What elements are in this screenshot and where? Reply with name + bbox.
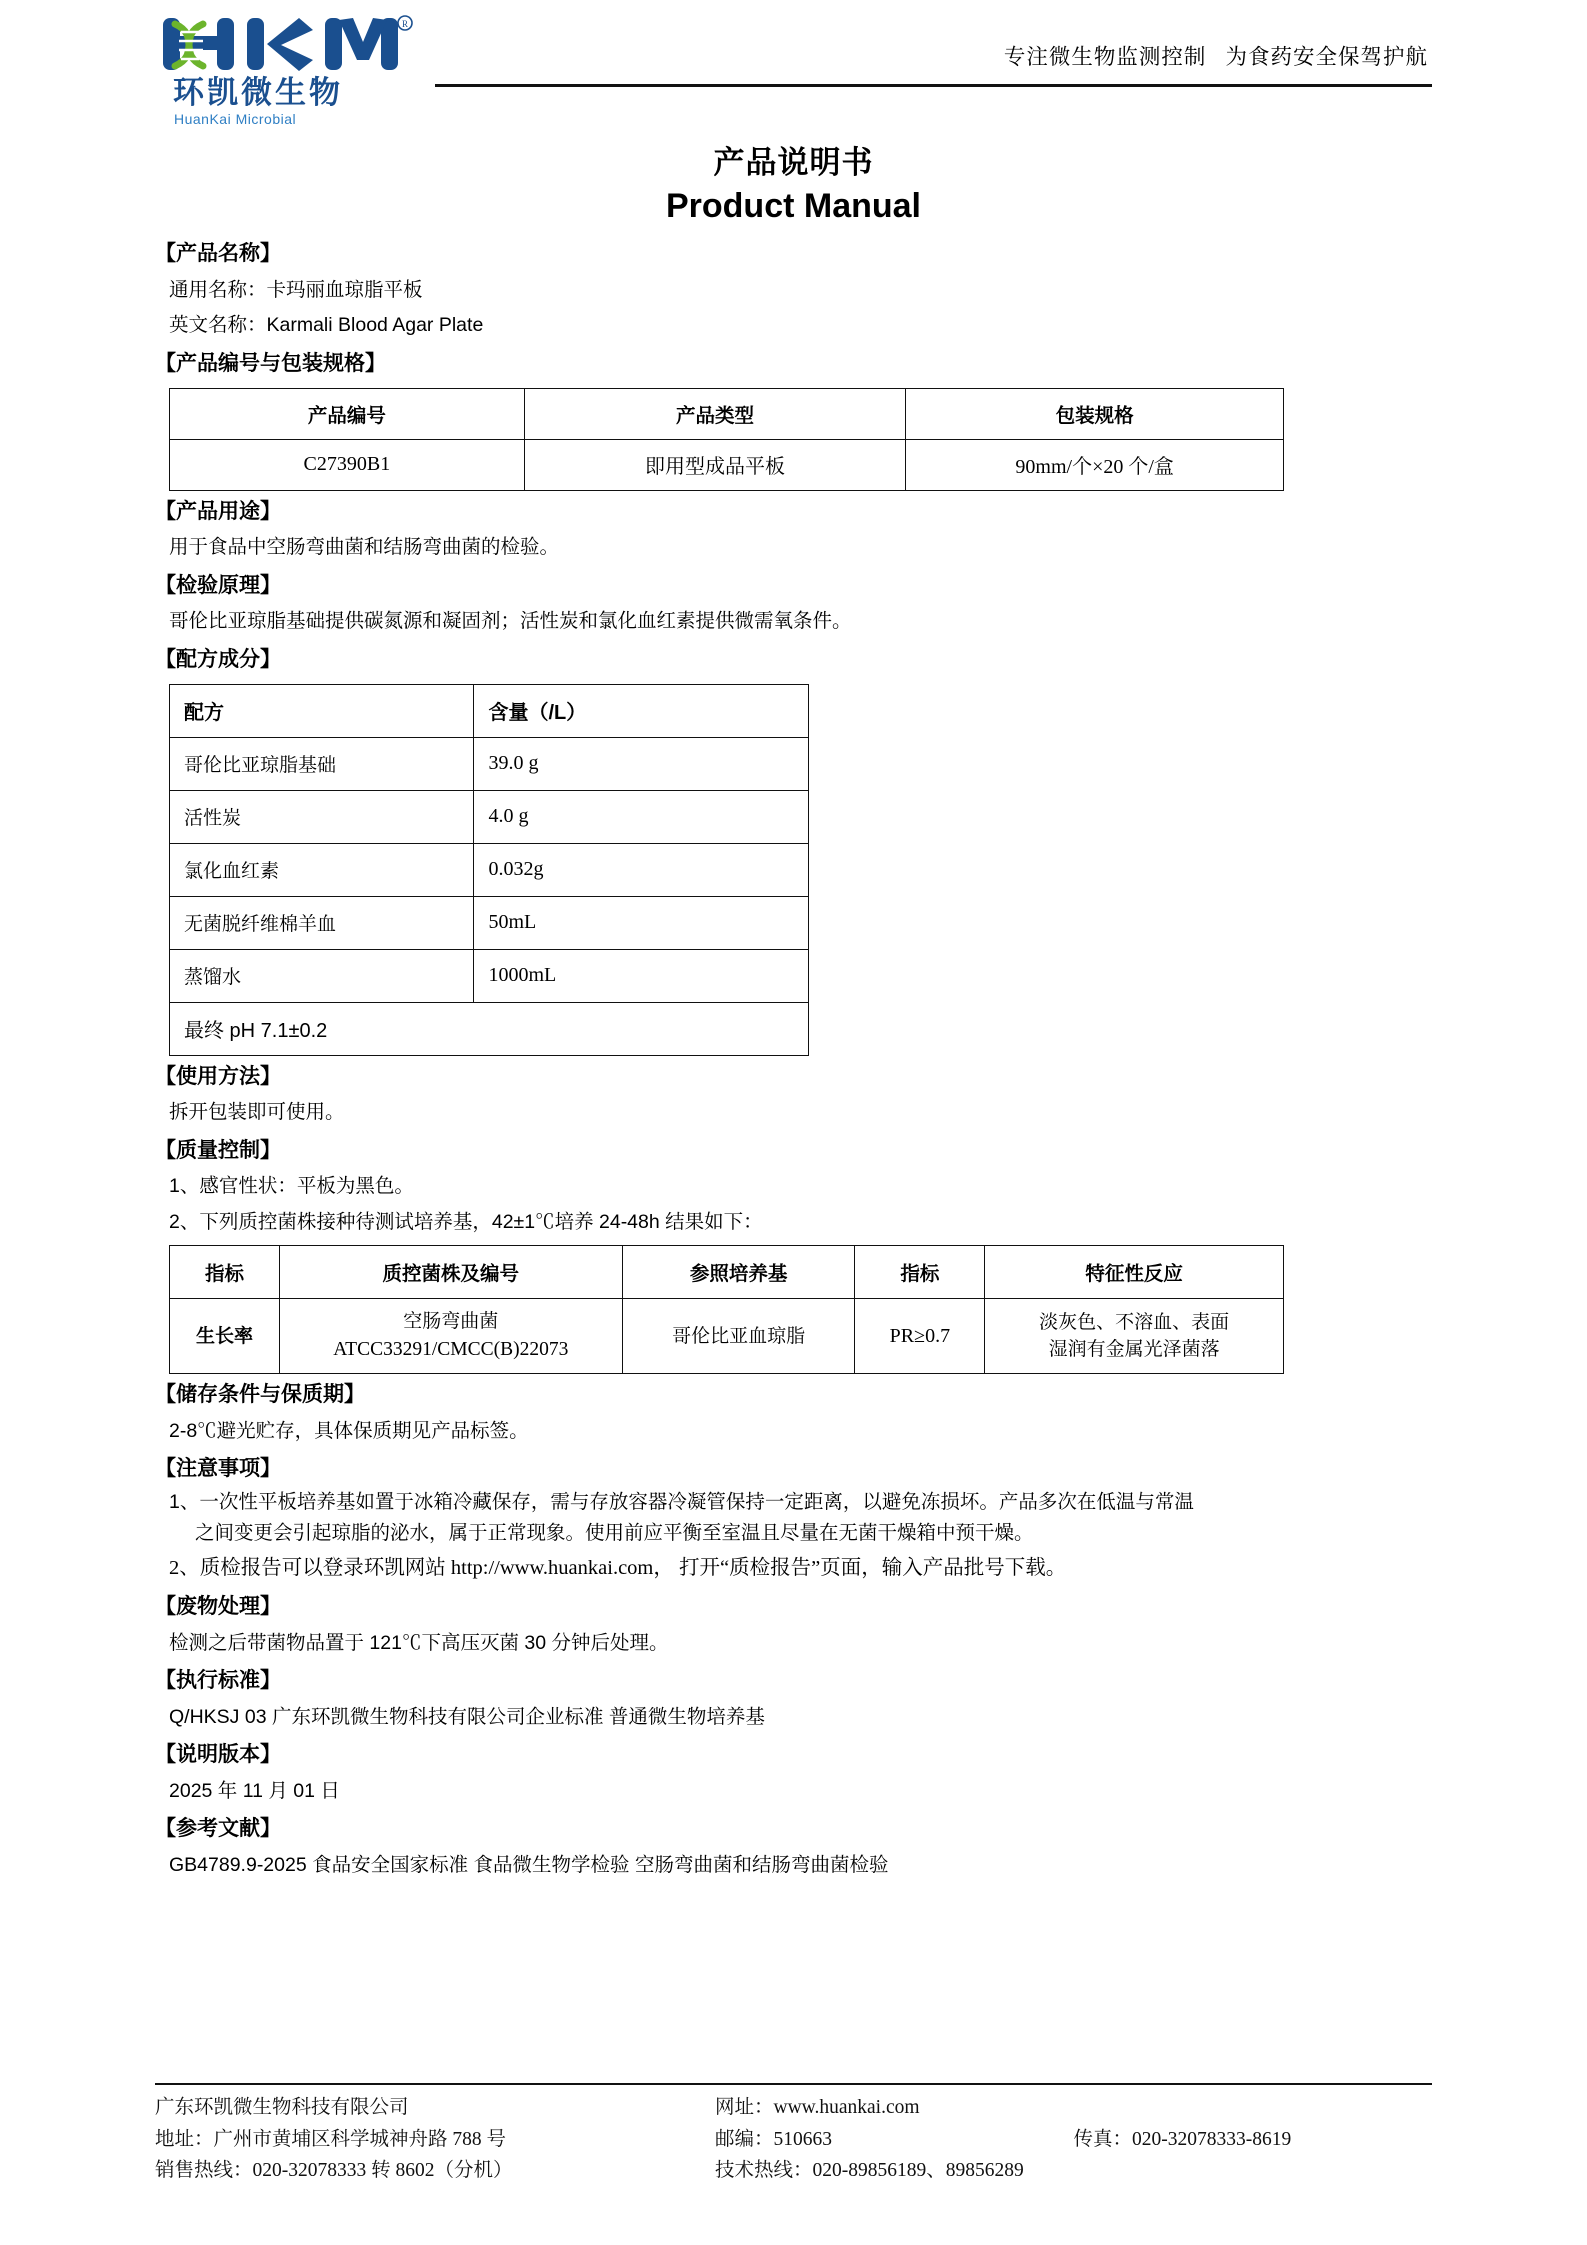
table-header-row: [170, 388, 1284, 439]
table-row: [170, 843, 809, 896]
section-heading-standard: 【执行标准】: [155, 1669, 281, 1693]
purpose-text: 用于食品中空肠弯曲菌和结肠弯曲菌的检验。: [169, 536, 560, 559]
qc-item-2: 2、下列质控菌株接种待测试培养基，42±1℃培养 24-48h 结果如下：: [169, 1210, 763, 1233]
cell-strain: [279, 1299, 622, 1374]
col-content: 含量（/L）: [474, 684, 809, 737]
table-row-ph: [170, 1002, 809, 1055]
footer-postcode: 邮编：510663: [715, 2128, 833, 2150]
section-heading-references: 【参考文献】: [155, 1817, 281, 1841]
footer-website: 网址：www.huankai.com: [715, 2097, 920, 2119]
cell-indicator: 生长率: [170, 1299, 280, 1374]
note-item-2: 2、质检报告可以登录环凯网站 http://www.huankai.com， 打开“质检报告”页面，输入产品批号下载。: [169, 1556, 1067, 1579]
table-row: [170, 439, 1284, 490]
table-row: [170, 790, 809, 843]
standard-text: Q/HKSJ 03 广东环凯微生物科技有限公司企业标准 普通微生物培养基: [169, 1705, 765, 1728]
cell-product-type: 即用型成品平板: [524, 439, 906, 490]
product-code-table: [169, 388, 1284, 491]
section-heading-version: 【说明版本】: [155, 1743, 281, 1767]
table-row: [170, 737, 809, 790]
quality-control-table: [169, 1245, 1284, 1374]
section-heading-purpose: 【产品用途】: [155, 499, 281, 523]
section-heading-product-code: 【产品编号与包装规格】: [155, 351, 386, 375]
method-text: 拆开包装即可使用。: [169, 1101, 345, 1124]
company-tagline: 专注微生物监测控制 为食药安全保驾护航: [1003, 45, 1428, 69]
logo-english-name: HuanKai Microbial: [174, 111, 297, 127]
cell-amount: 50mL: [474, 896, 809, 949]
formula-table: [169, 684, 809, 1056]
cell-reference-medium: 哥伦比亚血琼脂: [622, 1299, 855, 1374]
footer-fax: 传真：020-32078333-8619: [1073, 2128, 1292, 2150]
cell-amount: 4.0 g: [474, 790, 809, 843]
cell-ingredient: 活性炭: [170, 790, 474, 843]
col-reference-medium: 参照培养基: [622, 1246, 855, 1299]
svg-text:R: R: [401, 19, 409, 29]
cell-characteristic-reaction: [985, 1299, 1284, 1374]
cell-amount: 1000mL: [474, 949, 809, 1002]
cell-product-code: C27390B1: [170, 439, 525, 490]
version-text: 2025 年 11 月 01 日: [169, 1779, 340, 1802]
col-characteristic-reaction: 特征性反应: [985, 1246, 1284, 1299]
table-row: [170, 949, 809, 1002]
section-heading-storage: 【储存条件与保质期】: [155, 1383, 365, 1407]
company-logo: [155, 0, 435, 127]
page-footer: [155, 2083, 1432, 2187]
footer-divider: [155, 2083, 1432, 2085]
cell-final-ph: 最终 pH 7.1±0.2: [170, 1002, 809, 1055]
header-right: [435, 0, 1432, 71]
hkm-logo-icon: [155, 14, 415, 76]
page-title-chinese: 产品说明书: [713, 145, 874, 180]
section-heading-notes: 【注意事项】: [155, 1457, 281, 1481]
strain-code: ATCC33291/CMCC(B)22073: [333, 1339, 569, 1360]
footer-right-row-2: [715, 2124, 1432, 2156]
section-heading-quality-control: 【质量控制】: [155, 1138, 281, 1162]
cell-criterion: PR≥0.7: [855, 1299, 985, 1374]
qc-item-1: 1、感官性状：平板为黑色。: [169, 1175, 414, 1198]
product-english-name: 英文名称：Karmali Blood Agar Plate: [169, 314, 484, 337]
logo-chinese-name: 环凯微生物: [173, 75, 343, 110]
cell-ingredient: 氯化血红素: [170, 843, 474, 896]
note-1-line-2: 之间变更会引起琼脂的泌水，属于正常现象。使用前应平衡至室温且尽量在无菌干燥箱中预干燥。: [195, 1521, 1034, 1544]
col-strain: 质控菌株及编号: [279, 1246, 622, 1299]
cell-amount: 39.0 g: [474, 737, 809, 790]
storage-text: 2-8℃避光贮存，具体保质期见产品标签。: [169, 1419, 529, 1442]
col-indicator: 指标: [170, 1246, 280, 1299]
table-header-row: [170, 1246, 1284, 1299]
footer-company: 广东环凯微生物科技有限公司: [155, 2097, 409, 2119]
section-heading-method: 【使用方法】: [155, 1064, 281, 1088]
product-generic-name: 通用名称：卡玛丽血琼脂平板: [169, 278, 423, 301]
cell-amount: 0.032g: [474, 843, 809, 896]
col-product-type: 产品类型: [524, 388, 906, 439]
page-title-english: Product Manual: [665, 186, 922, 225]
table-header-row: [170, 684, 809, 737]
footer-address: 地址：广州市黄埔区科学城神舟路 788 号: [155, 2128, 507, 2150]
strain-name: 空肠弯曲菌: [403, 1311, 499, 1333]
footer-contact-block: [155, 2092, 1432, 2187]
col-formula: 配方: [170, 684, 474, 737]
footer-right-row-3: [715, 2155, 1432, 2187]
principle-text: 哥伦比亚琼脂基础提供碳氮源和凝固剂；活性炭和氯化血红素提供微需氧条件。: [169, 610, 852, 633]
footer-right-row-1: [715, 2092, 1432, 2124]
table-row: [170, 1299, 1284, 1374]
col-product-code: 产品编号: [170, 388, 525, 439]
header-divider: [435, 84, 1432, 87]
references-text: GB4789.9-2025 食品安全国家标准 食品微生物学检验 空肠弯曲菌和结肠弯曲菌检验: [169, 1854, 889, 1877]
reaction-line-1: 淡灰色、不溶血、表面: [1039, 1311, 1230, 1333]
cell-ingredient: 蒸馏水: [170, 949, 474, 1002]
section-heading-principle: 【检验原理】: [155, 573, 281, 597]
section-heading-waste: 【废物处理】: [155, 1594, 281, 1618]
cell-ingredient: 哥伦比亚琼脂基础: [170, 737, 474, 790]
table-row: [170, 896, 809, 949]
note-1-line-1: 1、一次性平板培养基如置于冰箱冷藏保存，需与存放容器冷凝管保持一定距离，以避免冻损坏。产品多次在低温与常温: [169, 1491, 1194, 1514]
col-package-spec: 包装规格: [906, 388, 1284, 439]
col-criterion: 指标: [855, 1246, 985, 1299]
note-item-1: [169, 1487, 1432, 1549]
reaction-line-2: 湿润有金属光泽菌落: [1048, 1339, 1220, 1361]
waste-text: 检测之后带菌物品置于 121℃下高压灭菌 30 分钟后处理。: [169, 1631, 669, 1654]
section-heading-product-name: 【产品名称】: [155, 242, 281, 266]
section-heading-formula: 【配方成分】: [155, 647, 281, 671]
cell-package-spec: 90mm/个×20 个/盒: [906, 439, 1284, 490]
footer-tech-hotline: 技术热线：020-89856189、89856289: [715, 2160, 1024, 2182]
cell-ingredient: 无菌脱纤维棉羊血: [170, 896, 474, 949]
page-header: [155, 0, 1432, 128]
footer-sales-hotline: 销售热线：020-32078333 转 8602（分机）: [155, 2160, 513, 2182]
